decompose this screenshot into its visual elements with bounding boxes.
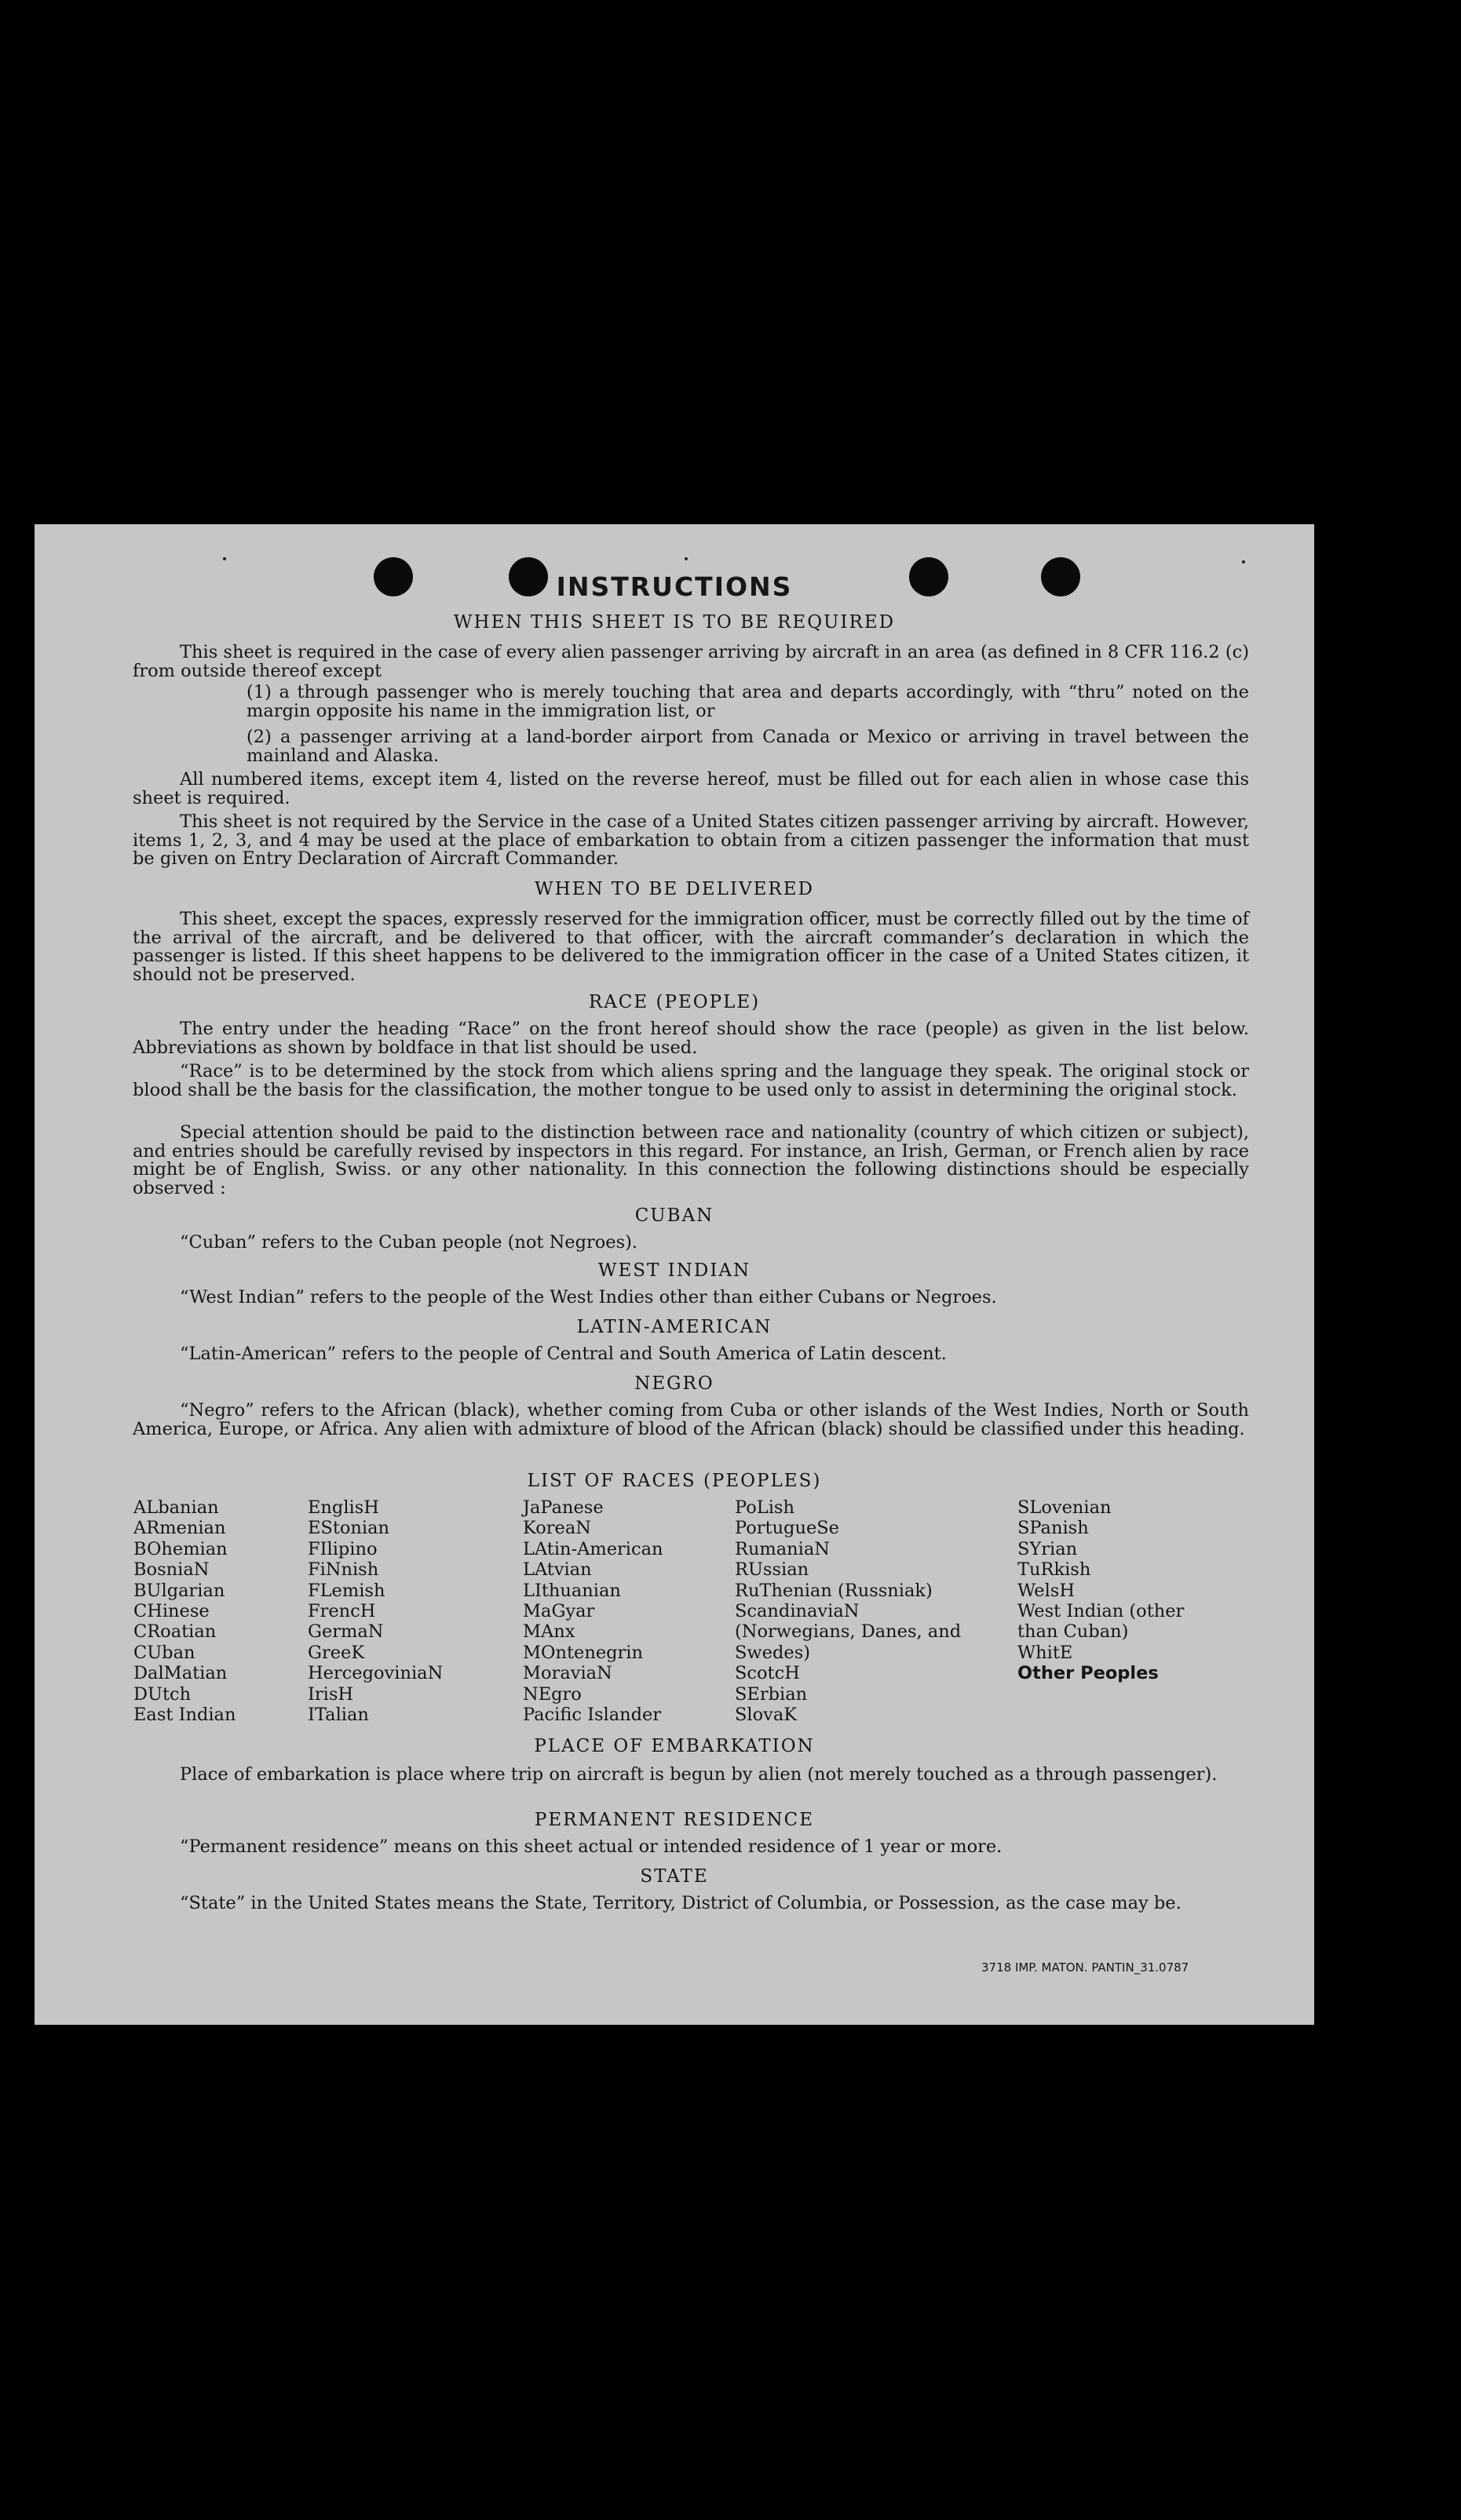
heading-when-required: WHEN THIS SHEET IS TO BE REQUIRED: [453, 612, 896, 633]
race-item: MOntenegrin: [523, 1642, 643, 1663]
race-item: LAtin-American: [523, 1538, 663, 1559]
heading-embarkation: PLACE OF EMBARKATION: [534, 1736, 815, 1756]
race-item: ALbanian: [133, 1497, 219, 1518]
page-title: INSTRUCTIONS: [556, 571, 793, 602]
race-item: IrisH: [308, 1683, 354, 1705]
race-item: BosniaN: [133, 1559, 210, 1581]
race-item: FiNnish: [308, 1559, 379, 1581]
races-column-1: [133, 1497, 290, 1725]
race-item: SLovenian: [1017, 1497, 1112, 1518]
race-item: ARmenian: [133, 1518, 226, 1539]
race-item: LIthuanian: [523, 1580, 621, 1601]
race-item: MoraviaN: [523, 1663, 612, 1684]
races-column-5: [1017, 1497, 1214, 1684]
race-item: FrencH: [308, 1601, 376, 1622]
race-item: PortugueSe: [735, 1518, 840, 1539]
speck: [685, 557, 688, 560]
race-item: Other Peoples: [1017, 1663, 1159, 1684]
race-item: WhitE: [1017, 1642, 1073, 1663]
race-item: HercegoviniaN: [308, 1663, 444, 1684]
race-item: MAnx: [523, 1621, 575, 1643]
heading-west-indian: WEST INDIAN: [597, 1260, 751, 1281]
heading-when-delivered: WHEN TO BE DELIVERED: [535, 879, 814, 899]
race-item: WelsH: [1017, 1580, 1075, 1601]
speck: [223, 557, 226, 560]
race-item: PoLish: [735, 1497, 794, 1518]
race-item: SPanish: [1017, 1518, 1089, 1539]
heading-negro: NEGRO: [634, 1373, 714, 1394]
paragraph: “State” in the United States means the State, Territory, District of Columbia, or Possession, as the case may be.: [180, 1893, 1182, 1913]
race-item: SYrian: [1017, 1538, 1078, 1559]
race-item: EnglisH: [308, 1497, 379, 1518]
race-item: SErbian: [735, 1683, 808, 1705]
race-item: LAtvian: [523, 1559, 592, 1581]
race-item: ScotcH: [735, 1663, 800, 1684]
heading-race: RACE (PEOPLE): [588, 992, 761, 1012]
paragraph: Special attention should be paid to the distinction between race and nationality (country of which citizen or subject), and entries should be carefully revised by inspectors in this regard. For instance, an Irish, German, or French alien by race might be of English, Swiss. or any other nationality. In this connection the following distinctions should be especially observed :: [133, 1122, 1249, 1198]
race-item: GreeK: [308, 1642, 365, 1663]
races-column-3: [523, 1497, 711, 1725]
race-item: CUban: [133, 1642, 195, 1663]
race-item: FIlipino: [308, 1538, 378, 1559]
race-item: ITalian: [308, 1705, 369, 1726]
races-column-4: [735, 1497, 962, 1725]
document-page: [35, 524, 1314, 2025]
paragraph: “Permanent residence” means on this sheet actual or intended residence of 1 year or more.: [180, 1836, 1003, 1857]
race-item: MaGyar: [523, 1601, 595, 1622]
race-item: East Indian: [133, 1705, 236, 1726]
race-item: RUssian: [735, 1559, 809, 1581]
race-item: BOhemian: [133, 1538, 228, 1559]
race-item: West Indian (other than Cuban): [1017, 1601, 1185, 1643]
paragraph: This sheet is not required by the Service in the case of a United States citizen passenger arriving by aircraft. However, items 1, 2, 3, and 4 may be used at the place of embarkation to obtain from a citizen passenger the information that must be given on Entry Declaration of Aircraft Commander.: [133, 811, 1249, 869]
race-item: DUtch: [133, 1683, 192, 1705]
race-item: ScandinaviaN (Norwegians, Danes, and Swedes): [735, 1601, 962, 1663]
race-item: GermaN: [308, 1621, 384, 1643]
paragraph: “Cuban” refers to the Cuban people (not Negroes).: [180, 1232, 638, 1253]
race-item: BUlgarian: [133, 1580, 225, 1601]
race-item: Pacific Islander: [523, 1705, 662, 1726]
race-item: TuRkish: [1017, 1559, 1091, 1581]
race-item: RuThenian (Russniak): [735, 1580, 933, 1601]
heading-residence: PERMANENT RESIDENCE: [534, 1810, 815, 1830]
printer-code: 3718 IMP. MATON. PANTIN_31.0787: [981, 1960, 1189, 1975]
race-item: NEgro: [523, 1683, 582, 1705]
paragraph: All numbered items, except item 4, listed on the reverse hereof, must be filled out for each alien in whose case this sheet is required.: [133, 769, 1249, 808]
race-item: FLemish: [308, 1580, 385, 1601]
paragraph: “Latin-American” refers to the people of Central and South America of Latin descent.: [180, 1344, 947, 1364]
race-item: KoreaN: [523, 1518, 591, 1539]
heading-races-list: LIST OF RACES (PEOPLES): [527, 1471, 822, 1491]
race-item: RumaniaN: [735, 1538, 830, 1559]
heading-cuban: CUBAN: [634, 1205, 714, 1226]
paragraph: “Negro” refers to the African (black), whether coming from Cuba or other islands of the West Indies, North or South America, Europe, or Africa. Any alien with admixture of blood of the African (black) should be classified under this heading.: [133, 1400, 1249, 1439]
list-item: (1) a through passenger who is merely touching that area and departs accordingly, with “thru” noted on the margin opposite his name in the immigration list, or: [247, 682, 1249, 721]
paragraph: “Race” is to be determined by the stock from which aliens spring and the language they speak. The original stock or blood shall be the basis for the classification, the mother tongue to be used only to assist in determining the original stock.: [133, 1061, 1249, 1100]
race-item: JaPanese: [523, 1497, 604, 1518]
heading-latin-american: LATIN-AMERICAN: [576, 1317, 773, 1337]
race-item: CHinese: [133, 1601, 210, 1622]
races-column-2: [308, 1497, 473, 1725]
list-item: (2) a passenger arriving at a land-border airport from Canada or Mexico or arriving in travel between the mainland and Alaska.: [247, 727, 1249, 766]
paragraph: Place of embarkation is place where trip on aircraft is begun by alien (not merely touched as a through passenger).: [180, 1764, 1218, 1785]
paragraph: “West Indian” refers to the people of the West Indies other than either Cubans or Negroes.: [180, 1287, 997, 1307]
speck: [1242, 560, 1245, 563]
race-item: DalMatian: [133, 1663, 228, 1684]
heading-state: STATE: [640, 1866, 709, 1887]
race-item: CRoatian: [133, 1621, 217, 1643]
paragraph: This sheet is required in the case of every alien passenger arriving by aircraft in an area (as defined in 8 CFR 116.2 (c) from outside thereof except: [133, 642, 1249, 681]
race-item: SlovaK: [735, 1705, 798, 1726]
paragraph: This sheet, except the spaces, expressly reserved for the immigration officer, must be correctly filled out by the time of the arrival of the aircraft, and be delivered to that officer, with the aircraft commander’s declaration in which the passenger is listed. If this sheet happens to be delivered to the immigration officer in the case of a United States citizen, it should not be preserved.: [133, 909, 1249, 985]
paragraph: The entry under the heading “Race” on the front hereof should show the race (people) as given in the list below. Abbreviations as shown by boldface in that list should be used.: [133, 1019, 1249, 1058]
race-item: EStonian: [308, 1518, 390, 1539]
